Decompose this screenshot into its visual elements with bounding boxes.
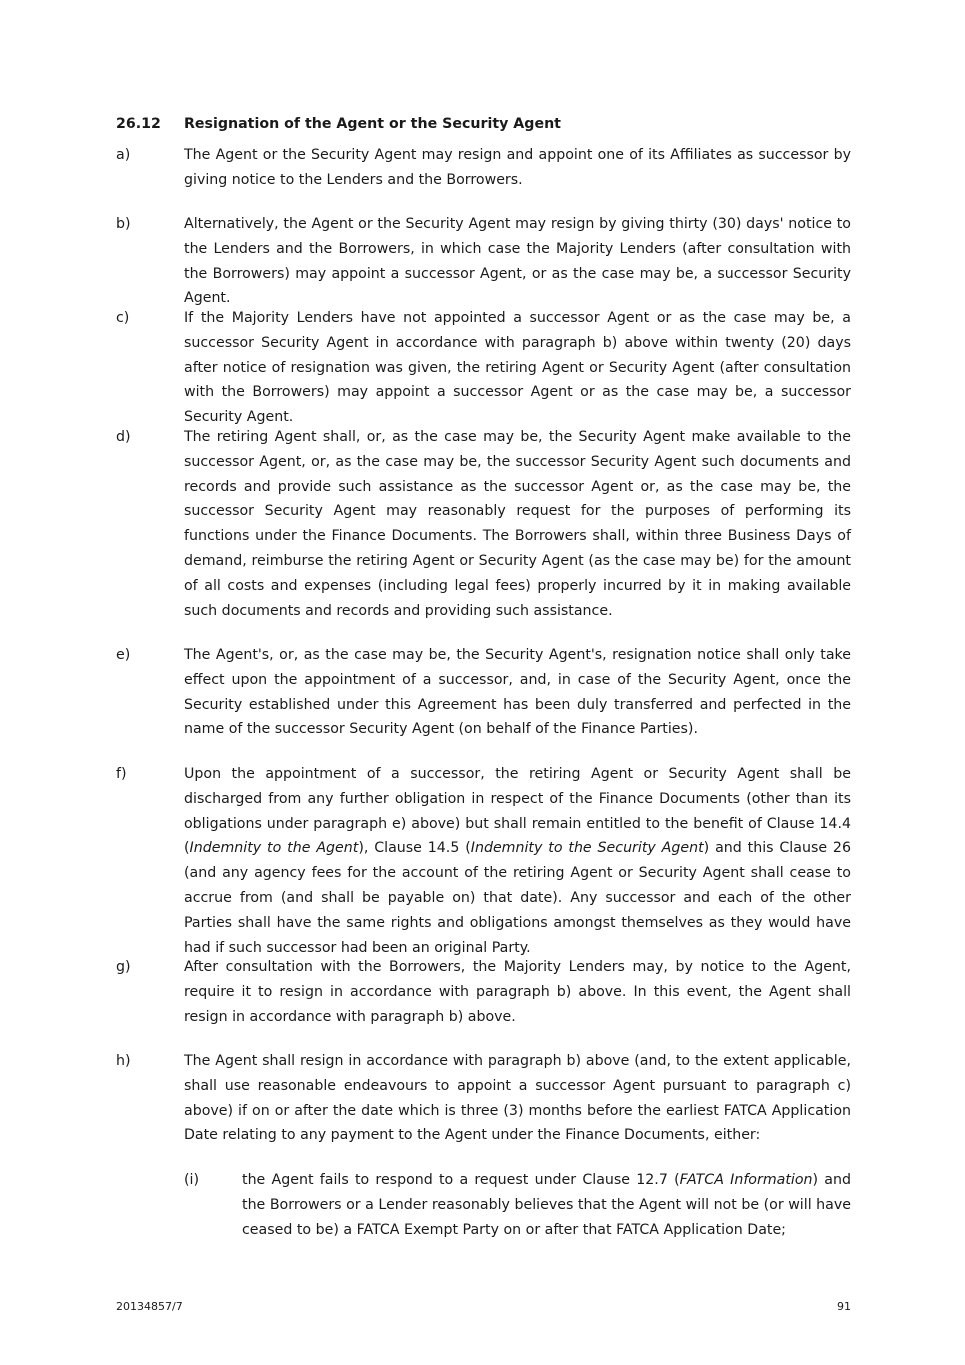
clause-item-b [116, 212, 851, 311]
subclause-text [242, 1168, 851, 1242]
section-number: 26.12 [116, 116, 161, 132]
clause-label: g) [116, 959, 131, 975]
clause-text: The Agent's, or, as the case may be, the Security Agent's, resignation notice shall only take effect upon the appointment of a successor, and, in case of the Security Agent, once the Security established under this Agreement has been duly transferred and perfected in the name of the successor Security Agent (on behalf of the Finance Parties). [184, 647, 851, 738]
footer-page-number: 91 [837, 1300, 851, 1313]
clause-label: c) [116, 310, 130, 326]
clause-reference-italic: Indemnity to the Agent [189, 840, 359, 857]
clause-item-d [116, 425, 851, 623]
clause-label: h) [116, 1053, 131, 1069]
clause-label: d) [116, 429, 131, 445]
clause-reference-italic: FATCA Information [679, 1172, 813, 1188]
clause-text: After consultation with the Borrowers, the Majority Lenders may, by notice to the Agent, require it to resign in accordance with paragraph b) above. In this event, the Agent shall resign in accordance with paragraph b) above. [184, 959, 851, 1025]
clause-text-part: ) and this Clause 26 (and any agency fees for the account of the retiring Agent or Security Agent shall cease to accrue from (and shall be payable on) that date). Any successor and each of the other Parties shall have the same rights and obligations amongst themselves as they would have had if such successor had been an original Party. [184, 840, 851, 956]
section-heading [116, 116, 561, 132]
clause-item-h [116, 1049, 851, 1148]
clause-text-part: ), Clause 14.5 ( [358, 840, 471, 857]
subclause-item-i [184, 1168, 851, 1242]
subclause-label: (i) [184, 1172, 200, 1188]
clause-label: e) [116, 647, 131, 663]
clause-text: Alternatively, the Agent or the Security Agent may resign by giving thirty (30) days' notice to the Lenders and the Borrowers, in which case the Majority Lenders (after consultation with the Borrowers) may appoint a successor Agent, or as the case may be, a successor Security Agent. [184, 216, 851, 307]
clause-item-c [116, 306, 851, 430]
clause-item-g [116, 955, 851, 1029]
clause-item-e [116, 643, 851, 742]
clause-text: The Agent or the Security Agent may resign and appoint one of its Affiliates as successor by giving notice to the Lenders and the Borrowers. [184, 147, 851, 188]
clause-text [184, 762, 851, 960]
section-title: Resignation of the Agent or the Security Agent [184, 116, 561, 132]
clause-label: a) [116, 147, 131, 163]
clause-item-f [116, 762, 851, 960]
clause-label: b) [116, 216, 131, 232]
clause-text: The Agent shall resign in accordance with paragraph b) above (and, to the extent applicable, shall use reasonable endeavours to appoint a successor Agent pursuant to paragraph c) above) if on or after the date which is three (3) months before the earliest FATCA Application Date relating to any payment to the Agent under the Finance Documents, either: [184, 1053, 851, 1144]
clause-text-part: ) and the Borrowers or a Lender reasonably believes that the Agent will not be (or will have ceased to be) a FATCA Exempt Party on or after that FATCA Application Date; [242, 1172, 851, 1238]
clause-text: The retiring Agent shall, or, as the case may be, the Security Agent make available to the successor Agent, or, as the case may be, the successor Security Agent such documents and records and provide such assistance as the successor Agent or, as the case may be, the successor Security Agent may reasonably request for the purposes of performing its functions under the Finance Documents. The Borrowers shall, within three Business Days of demand, reimburse the retiring Agent or Security Agent (as the case may be) for the amount of all costs and expenses (including legal fees) properly incurred by it in making available such documents and records and providing such assistance. [184, 429, 851, 619]
clause-text: If the Majority Lenders have not appointed a successor Agent or as the case may be, a successor Security Agent in accordance with paragraph b) above within twenty (20) days after notice of resignation was given, the retiring Agent or Security Agent (after consultation with the Borrowers) may appoint a successor Agent or as the case may be, a successor Security Agent. [184, 310, 851, 426]
clause-reference-italic: Indemnity to the Security Agent [470, 840, 704, 857]
clause-text-part: Upon the appointment of a successor, the retiring Agent or Security Agent shall be discharged from any further obligation in respect of the Finance Documents (other than its obligations under paragraph e) above) but shall remain entitled to the benefit of Clause 14.4 ( [184, 766, 851, 857]
footer-document-reference: 20134857/7 [116, 1300, 183, 1313]
clause-text-part: the Agent fails to respond to a request under Clause 12.7 ( [242, 1172, 680, 1188]
clause-label: f) [116, 766, 127, 782]
clause-item-a [116, 143, 851, 193]
